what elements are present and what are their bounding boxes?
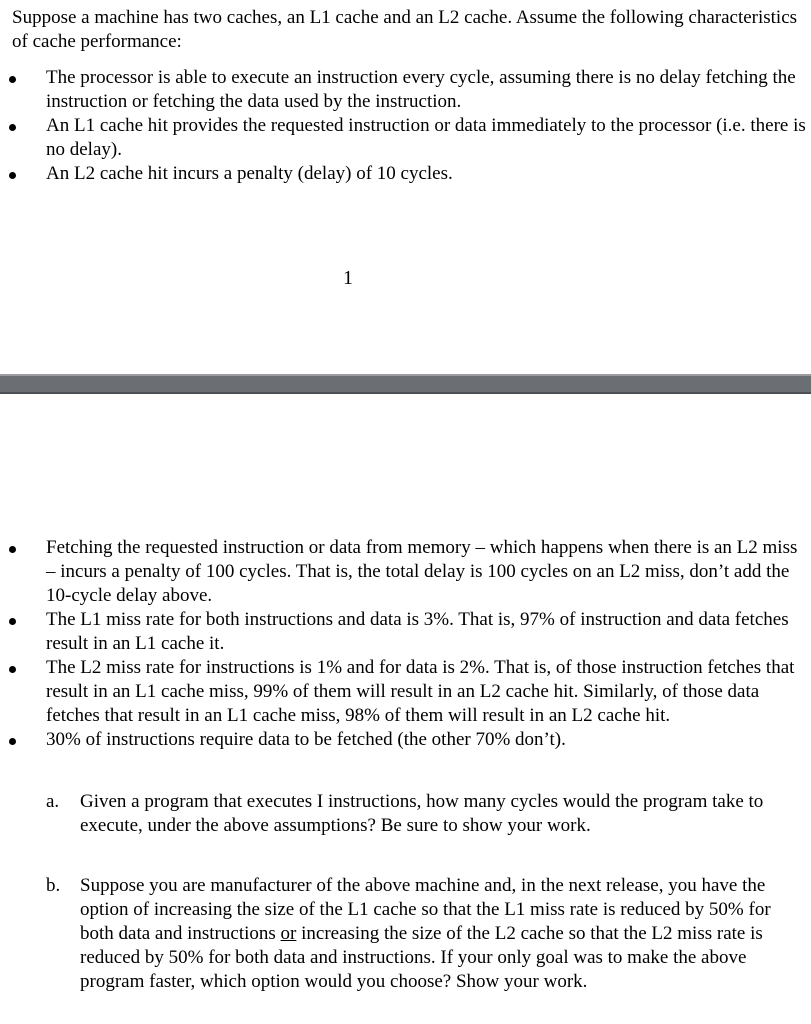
list-item	[0, 728, 811, 752]
list-item-text: The L1 miss rate for both instructions and data is 3%. That is, 97% of instruction and data fetches result in an L1 cache it.	[46, 609, 789, 654]
question-b	[0, 874, 811, 994]
list-item	[0, 608, 811, 656]
question-letter: b.	[46, 875, 61, 896]
bullet-icon	[9, 738, 16, 745]
list-item-text: The L2 miss rate for instructions is 1% and for data is 2%. That is, of those instruction fetches that result in an L1 cache miss, 99% of them will result in an L2 cache hit. Similarly, of those data fetches that result in an L1 cache miss, 98% of them will result in an L2 cache hit.	[46, 657, 795, 726]
page-separator	[0, 374, 811, 394]
list-item-text: Fetching the requested instruction or data from memory – which happens when there is an L2 miss – incurs a penalty of 100 cycles. That is, the total delay is 100 cycles on an L2 miss, don’t add the 10-cycle delay above.	[46, 537, 798, 606]
list-item	[0, 162, 811, 186]
list-item-text: An L2 cache hit incurs a penalty (delay) of 10 cycles.	[46, 163, 453, 184]
document-page-1	[0, 0, 811, 374]
document-page-2	[0, 394, 811, 1024]
list-item-text: The processor is able to execute an instruction every cycle, assuming there is no delay fetching the instruction or fetching the data used by the instruction.	[46, 67, 796, 112]
question-item	[0, 790, 811, 838]
list-item-text: 30% of instructions require data to be fetched (the other 70% don’t).	[46, 729, 566, 750]
question-text-part-2: increasing the size of the L2 cache so that the L2 miss rate is reduced by 50% for both data and instructions. If your only goal was to make the above program faster, which option would you choose? Show your work.	[80, 923, 763, 992]
question-item	[0, 874, 811, 994]
bullet-icon	[9, 76, 16, 83]
list-item	[0, 656, 811, 728]
question-text-part-1: Suppose you are manufacturer of the above machine and, in the next release, you have the option of increasing the size of the L1 cache so that the L1 miss rate is reduced by 50% for both data and instructions	[80, 875, 771, 944]
list-item	[0, 114, 811, 162]
characteristics-list	[0, 66, 811, 186]
question-a	[0, 790, 811, 838]
list-item	[0, 66, 811, 114]
underlined-or: or	[280, 923, 297, 944]
list-item	[0, 536, 811, 608]
question-text: Given a program that executes I instructions, how many cycles would the program take to execute, under the above assumptions? Be sure to show your work.	[80, 791, 764, 836]
intro-paragraph: Suppose a machine has two caches, an L1 cache and an L2 cache. Assume the following characteristics of cache performance:	[12, 7, 798, 52]
bullet-icon	[9, 172, 16, 179]
bullet-icon	[9, 666, 16, 673]
bullet-icon	[9, 546, 16, 553]
page-number: 1	[343, 267, 353, 289]
characteristics-list-continued	[0, 536, 811, 752]
question-letter: a.	[46, 791, 60, 812]
bullet-icon	[9, 124, 16, 131]
list-item-text: An L1 cache hit provides the requested instruction or data immediately to the processor (i.e. there is no delay).	[46, 115, 806, 160]
bullet-icon	[9, 618, 16, 625]
